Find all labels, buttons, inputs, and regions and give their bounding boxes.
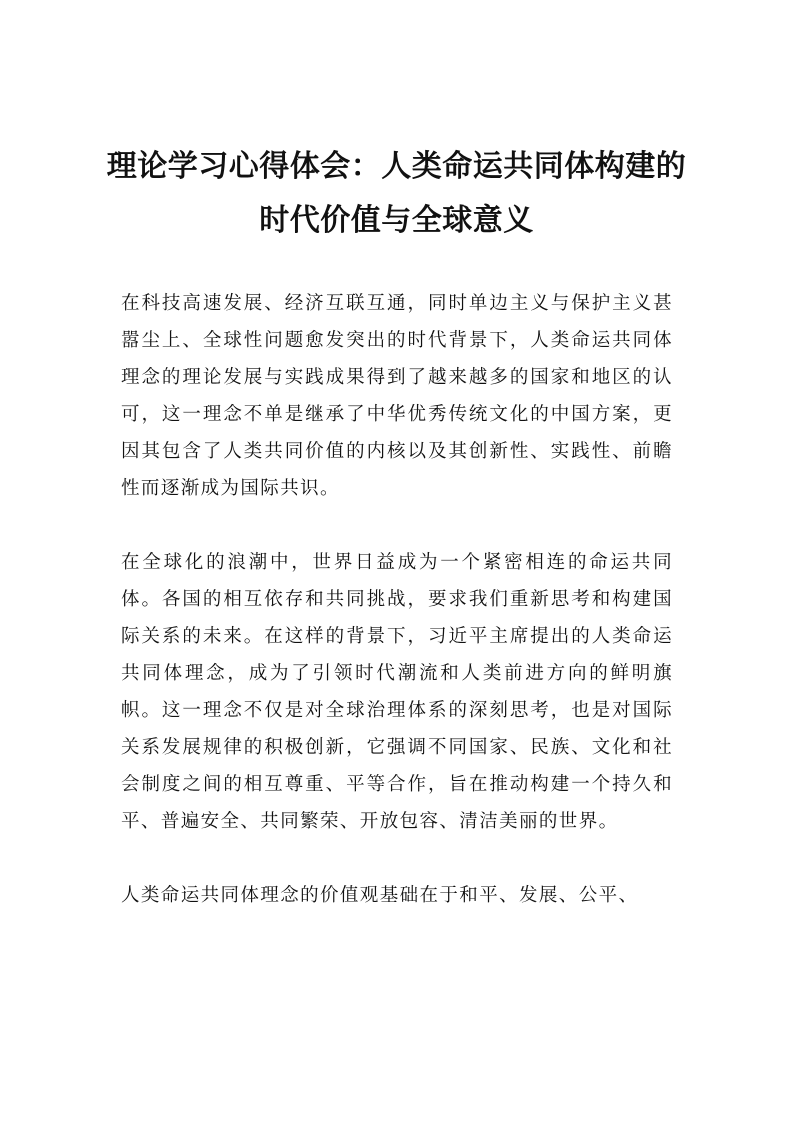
title-line-2: 时代价值与全球意义 <box>259 203 534 239</box>
paragraph-1: 在科技高速发展、经济互联互通，同时单边主义与保护主义甚嚣尘上、全球性问题愈发突出的时代背景下，人类命运共同体理念的理论发展与实践成果得到了越来越多的国家和地区的认可，这一理念不单是继承了中华优秀传统文化的中国方案，更因其包含了人类共同价值的内核以及其创新性、实践性、前瞻性而逐渐成为国际共识。 <box>121 293 673 499</box>
document-title <box>90 140 703 248</box>
paragraph-3: 人类命运共同体理念的价值观基础在于和平、发展、公平、 <box>121 885 639 906</box>
title-line-1: 理论学习心得体会：人类命运共同体构建的 <box>106 149 687 185</box>
document-body <box>121 285 673 914</box>
paragraph-2: 在全球化的浪潮中，世界日益成为一个紧密相连的命运共同体。各国的相互依存和共同挑战，要求我们重新思考和构建国际关系的未来。在这样的背景下，习近平主席提出的人类命运共同体理念，成为了引领时代潮流和人类前进方向的鲜明旗帜。这一理念不仅是对全球治理体系的深刻思考，也是对国际关系发展规律的积极创新，它强调不同国家、民族、文化和社会制度之间的相互尊重、平等合作，旨在推动构建一个持久和平、普遍安全、共同繁荣、开放包容、清洁美丽的世界。 <box>121 552 673 832</box>
